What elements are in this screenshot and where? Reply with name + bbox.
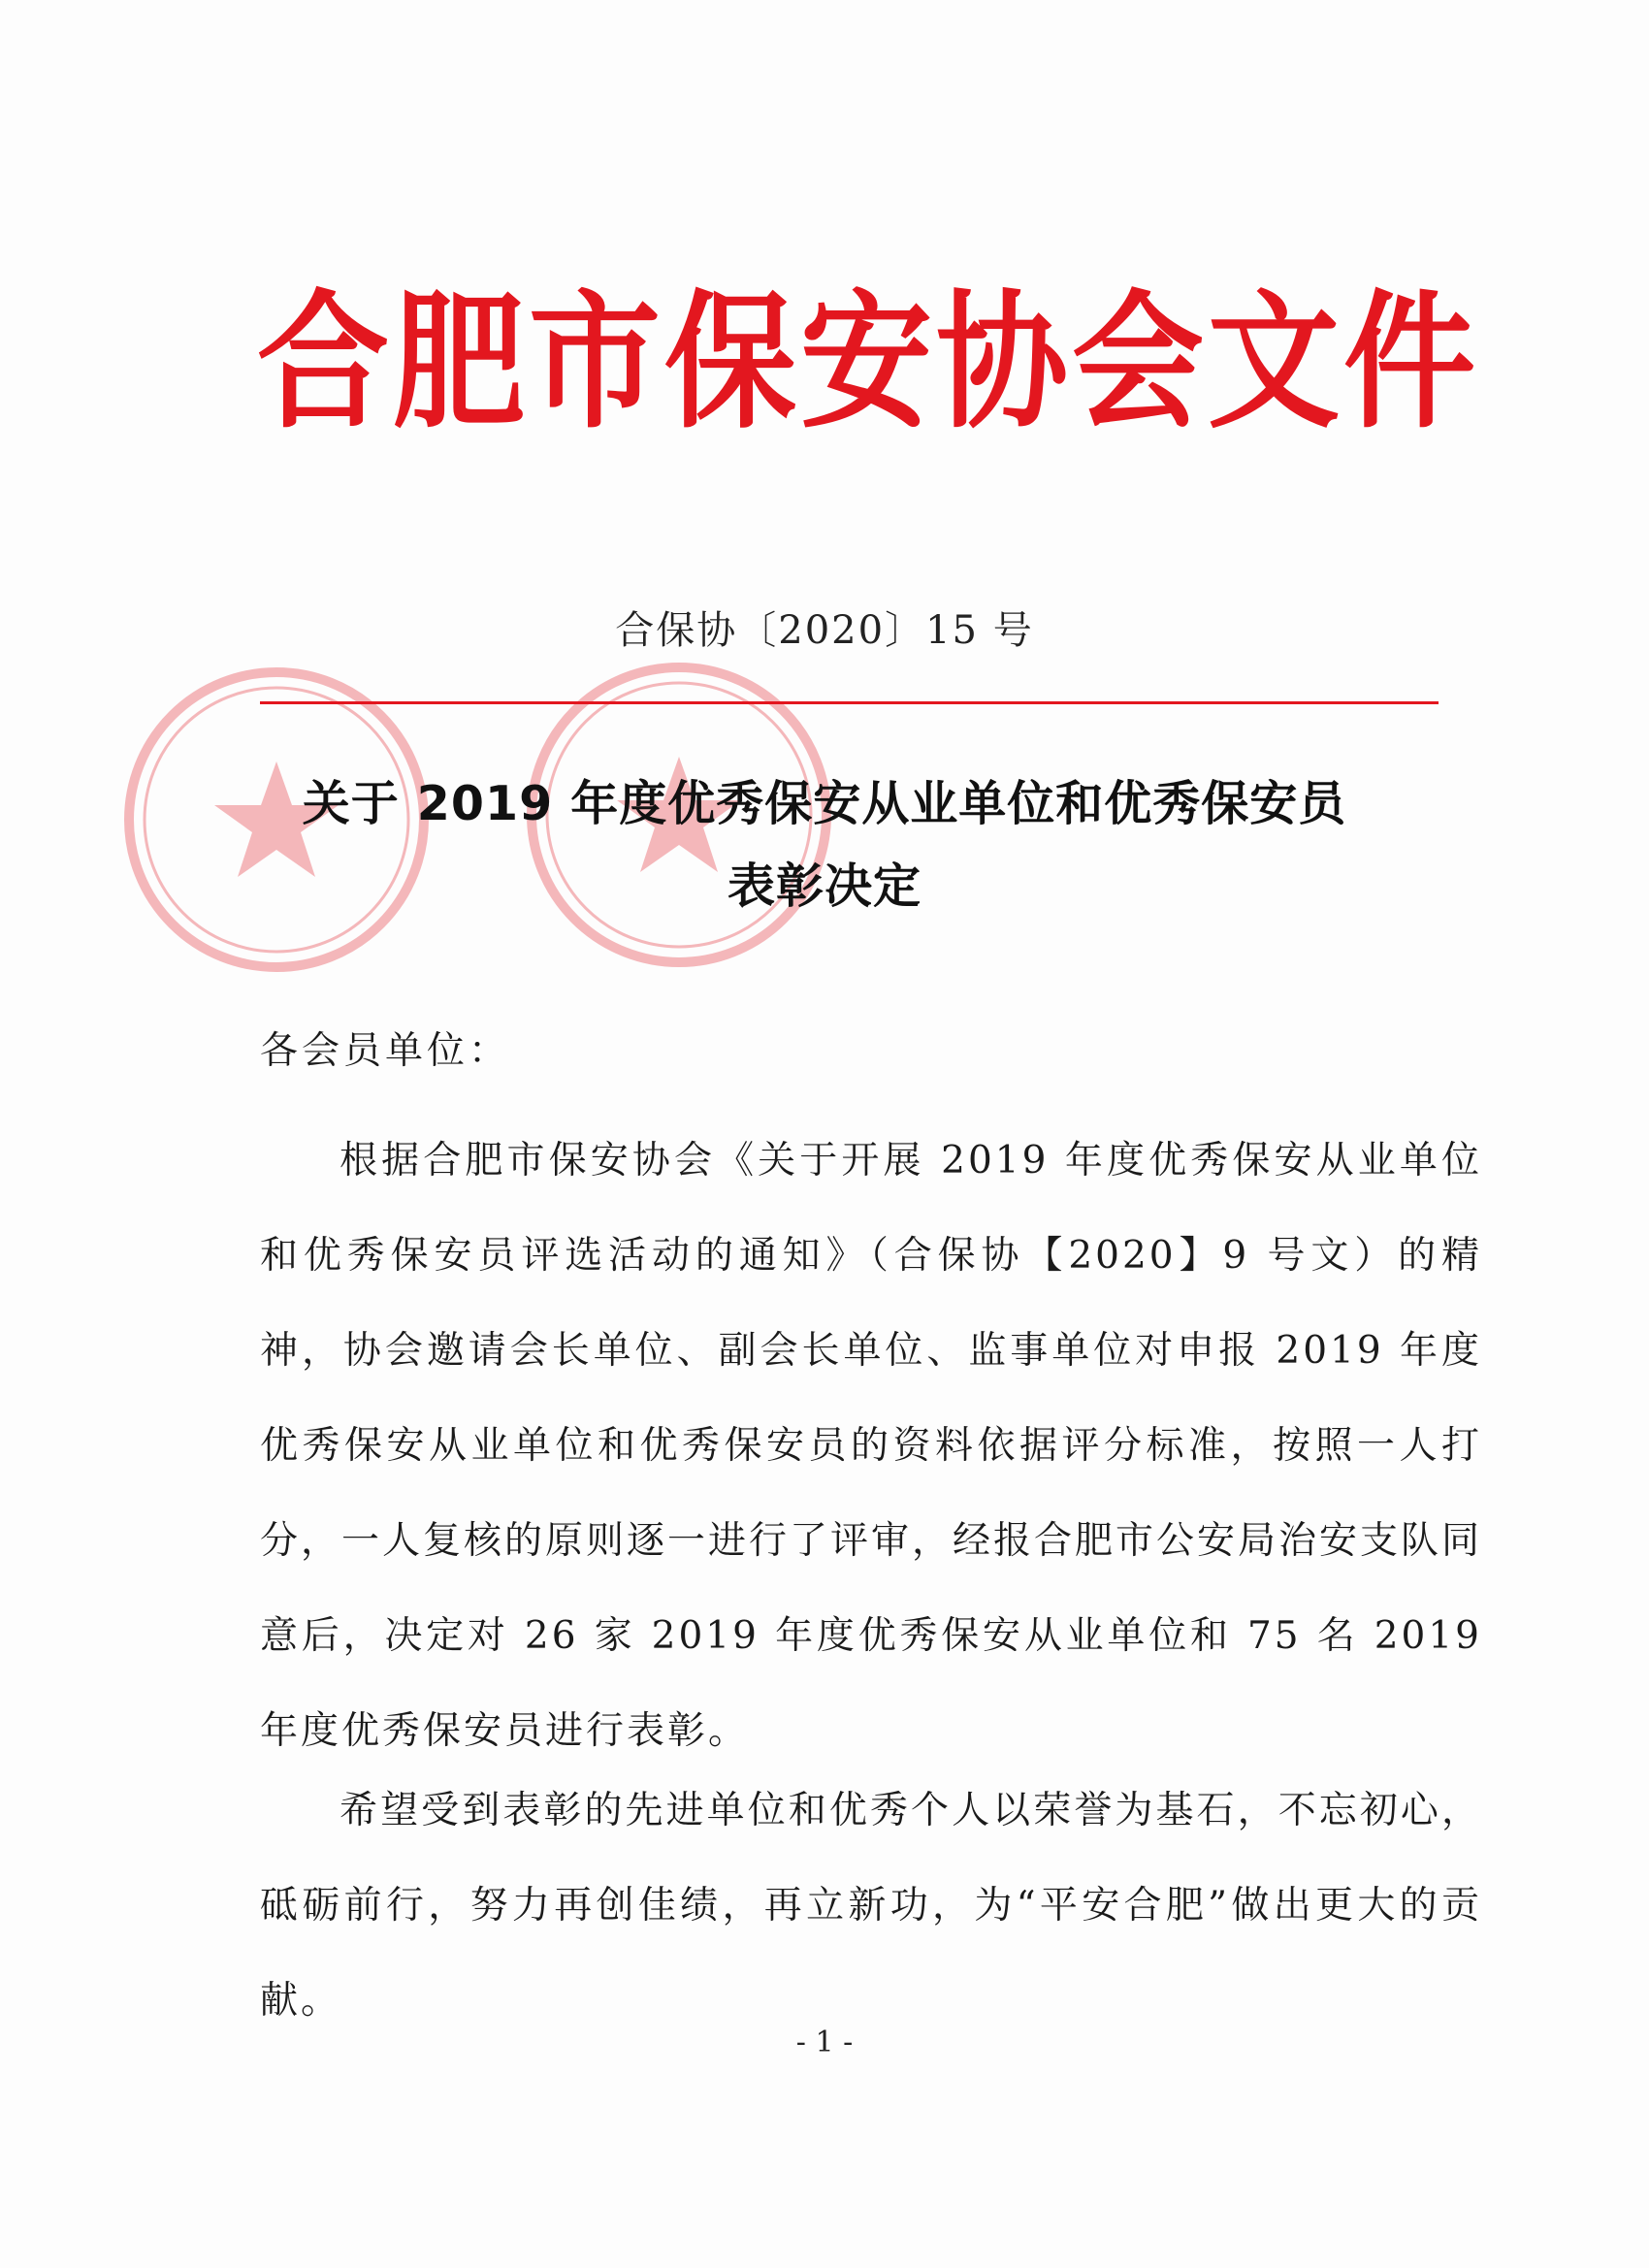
document-title-line1: 关于 2019 年度优秀保安从业单位和优秀保安员 [302, 776, 1347, 831]
header-divider [260, 701, 1439, 704]
document-title-line2: 表彰决定 [727, 859, 922, 914]
document-number: 合保协〔2020〕15 号 [615, 608, 1034, 653]
salutation: 各会员单位： [260, 1029, 511, 1073]
body-paragraph-1: 根据合肥市保安协会《关于开展 2019 年度优秀保安从业单位和优秀保安员评选活动的通知》（合保协【2020】9 号文）的精神，协会邀请会长单位、副会长单位、监事单位对申报 2019 年度优秀保安从业单位和优秀保安员的资料依据评分标准，按照一人打分，一人复核的原则逐一进行了评审，经报合肥市公安局治安支队同意后，决定对 26 家 2019 年度优秀保安从业单位和 75 名 2019 年度优秀保安员进行表彰。 [260, 1139, 1483, 1753]
org-header-title: 合肥市保安协会文件 [257, 277, 1479, 450]
body-paragraph-2: 希望受到表彰的先进单位和优秀个人以荣誉为基石，不忘初心，砥砺前行，努力再创佳绩，再立新功，为“平安合肥”做出更大的贡献。 [260, 1789, 1482, 2023]
page-number: - 1 - [795, 2025, 854, 2059]
